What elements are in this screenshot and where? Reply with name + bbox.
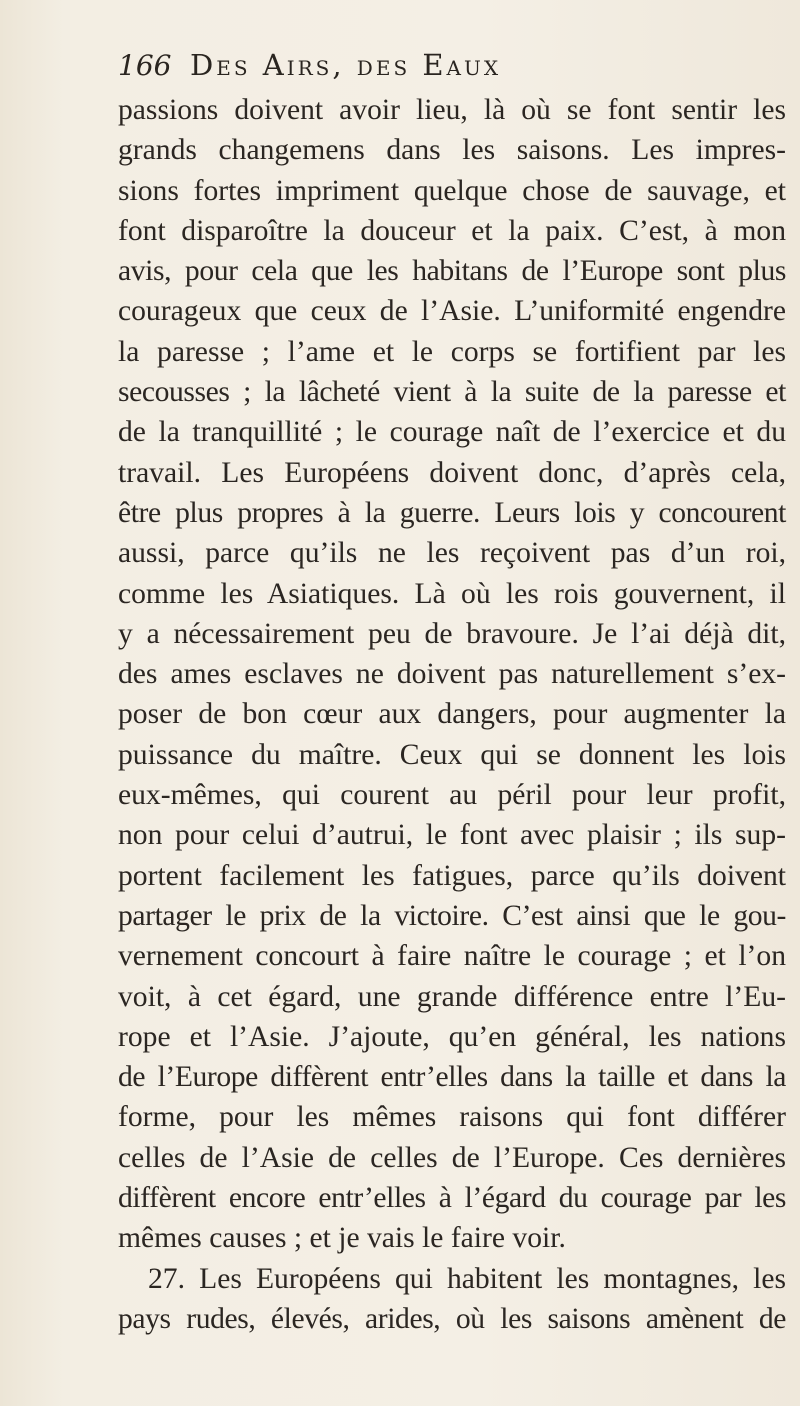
body-text — [118, 90, 786, 1339]
text-line: comme les Asiatiques. Là où les rois gouvernent, il — [118, 577, 786, 610]
text-line: être plus propres à la guerre. Leurs lois y concourent — [118, 496, 786, 529]
text-line: de l’Europe diffèrent entr’elles dans la taille et dans la — [118, 1061, 786, 1094]
text-line: voit, à cet égard, une grande différence entre l’Eu- — [118, 980, 786, 1013]
text-line: secousses ; la lâcheté vient à la suite de la paresse et — [118, 376, 786, 409]
page-header — [118, 48, 778, 92]
text-line: sions fortes impriment quelque chose de sauvage, et — [118, 174, 786, 207]
text-line: y a nécessairement peu de bravoure. Je l’ai déjà dit, — [118, 617, 786, 650]
text-line: rope et l’Asie. J’ajoute, qu’en général, les nations — [118, 1020, 786, 1053]
text-line: 27. Les Européens qui habitent les montagnes, les — [148, 1262, 786, 1295]
text-line: courageux que ceux de l’Asie. L’uniformité engendre — [118, 295, 786, 328]
text-line: poser de bon cœur aux dangers, pour augmenter la — [118, 698, 786, 731]
text-line: des ames esclaves ne doivent pas naturellement s’ex- — [118, 658, 786, 691]
text-line: celles de l’Asie de celles de l’Europe. Ces dernières — [118, 1141, 786, 1174]
text-line: portent facilement les fatigues, parce qu’ils doivent — [118, 859, 786, 892]
text-line: puissance du maître. Ceux qui se donnent les lois — [118, 738, 786, 771]
text-line: mêmes causes ; et je vais le faire voir. — [118, 1222, 566, 1255]
text-line: font disparoître la douceur et la paix. C’est, à mon — [118, 214, 786, 247]
text-line: de la tranquillité ; le courage naît de l’exercice et du — [118, 416, 786, 449]
text-line: la paresse ; l’ame et le corps se fortifient par les — [118, 335, 786, 368]
text-line: avis, pour cela que les habitans de l’Europe sont plus — [118, 255, 786, 288]
text-line: aussi, parce qu’ils ne les reçoivent pas d’un roi, — [118, 537, 786, 570]
text-line: travail. Les Européens doivent donc, d’après cela, — [118, 456, 786, 489]
text-line: forme, pour les mêmes raisons qui font différer — [118, 1101, 786, 1134]
page-number: 166 — [118, 49, 172, 82]
text-line: vernement concourt à faire naître le courage ; et l’on — [118, 940, 786, 973]
text-line: eux-mêmes, qui courent au péril pour leur profit, — [118, 779, 786, 812]
text-line: partager le prix de la victoire. C’est ainsi que le gou- — [118, 899, 786, 932]
text-line: passions doivent avoir lieu, là où se font sentir les — [118, 94, 786, 126]
running-title: Des Airs, des Eaux — [190, 48, 502, 82]
text-line: diffèrent encore entr’elles à l’égard du courage par les — [118, 1182, 786, 1215]
text-line: non pour celui d’autrui, le font avec plaisir ; ils sup- — [118, 819, 786, 852]
text-line: pays rudes, élevés, arides, où les saisons amènent de — [118, 1302, 786, 1335]
text-line: grands changemens dans les saisons. Les impres- — [118, 134, 786, 167]
